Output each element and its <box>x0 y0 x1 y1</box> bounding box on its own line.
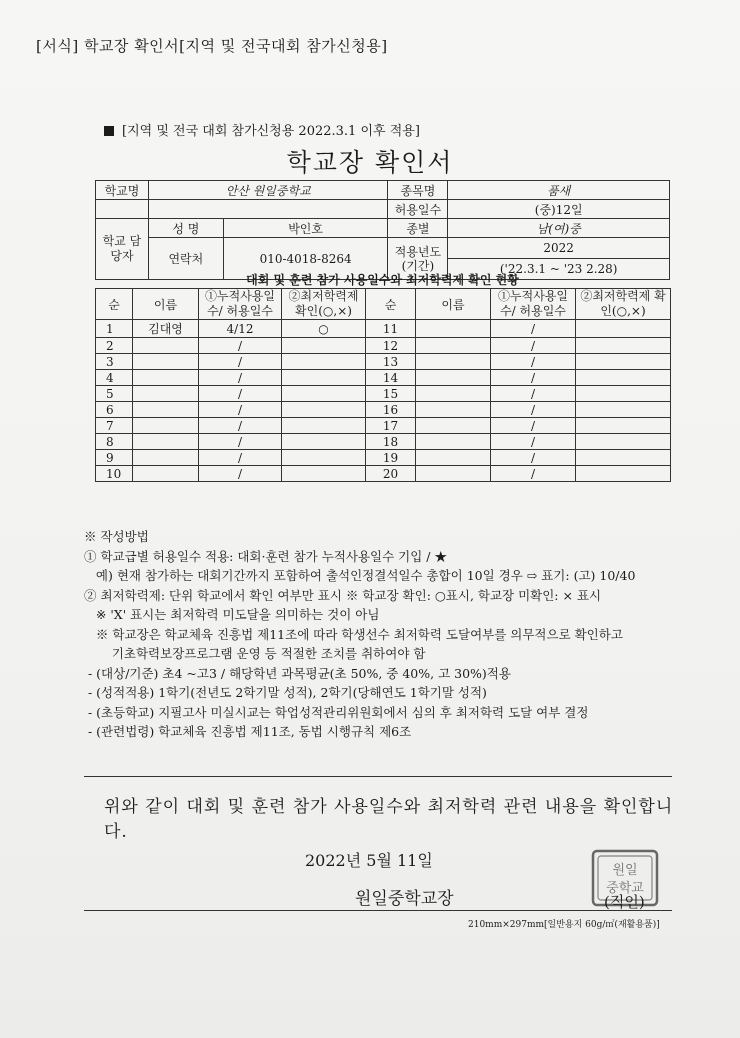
school-label: 학교명 <box>96 181 149 200</box>
cell-name <box>133 402 199 418</box>
section-title: 대회 및 훈련 참가 사용일수와 최저학력제 확인 현황 <box>246 273 519 287</box>
cell-no: 5 <box>96 386 133 402</box>
cell-no: 13 <box>366 354 416 370</box>
instruction-line: - (초등학교) 지필고사 미실시교는 학업성적관리위원회에서 심의 후 최저학력 도달 여부 결정 <box>84 704 589 720</box>
type-value: 남(여)중 <box>448 219 670 238</box>
cell-no: 18 <box>366 434 416 450</box>
writing-instructions <box>84 527 684 742</box>
cell-no: 11 <box>366 320 416 338</box>
cell-check <box>576 418 671 434</box>
cell-check <box>576 354 671 370</box>
cell-no: 8 <box>96 434 133 450</box>
year-label: 적용년도 (기간) <box>388 238 448 280</box>
seal-label: (직인) <box>604 893 645 911</box>
cell-check <box>576 386 671 402</box>
cell-days: / <box>491 354 576 370</box>
name-value: 박인호 <box>223 219 388 238</box>
svg-text:중학교: 중학교 <box>606 881 644 896</box>
svg-text:원일: 원일 <box>612 863 638 878</box>
cell-name <box>133 466 199 482</box>
event-label: 종목명 <box>388 181 448 200</box>
staff-label: 학교 담당자 <box>96 219 149 280</box>
cell-days: / <box>491 338 576 354</box>
cell-no: 4 <box>96 370 133 386</box>
cell-days: / <box>199 466 282 482</box>
cell-days: / <box>491 320 576 338</box>
cell-check <box>282 402 366 418</box>
cell-name <box>133 434 199 450</box>
cell-no: 6 <box>96 402 133 418</box>
cell-no: 14 <box>366 370 416 386</box>
cell-check <box>282 370 366 386</box>
form-label: [서식] 학교장 확인서[지역 및 전국대회 참가신청용] <box>36 37 388 55</box>
instruction-line: ※ 학교장은 학교체육 진흥법 제11조에 따라 학생선수 최저학력 도달여부를 의무적으로 확인하고 <box>84 626 623 642</box>
cell-no: 16 <box>366 402 416 418</box>
header-no-right: 순 <box>366 289 416 320</box>
issue-date: 2022년 5월 11일 <box>305 851 433 870</box>
grid-row <box>96 466 671 482</box>
cell-no: 1 <box>96 320 133 338</box>
cell-name <box>133 386 199 402</box>
header-name-right: 이름 <box>416 289 491 320</box>
instruction-line: ※ 'X' 표시는 최저학력 미도달을 의미하는 것이 아님 <box>84 607 380 622</box>
document-title: 학교장 확인서 <box>286 148 454 177</box>
cell-name <box>416 434 491 450</box>
confirmation-grid <box>95 288 671 482</box>
confirmation-statement: 위와 같이 대회 및 훈련 참가 사용일수와 최저학력 관련 내용을 확인합니다. <box>104 797 674 842</box>
instruction-line: - (관련법령) 학교체육 진흥법 제11조, 동법 시행규칙 제6조 <box>84 724 412 739</box>
cell-check <box>576 450 671 466</box>
period-value: ('22.3.1 ~ '23 2.28) <box>448 259 670 280</box>
cell-no: 17 <box>366 418 416 434</box>
cell-days: / <box>199 338 282 354</box>
cell-days: / <box>199 434 282 450</box>
cell-days: / <box>491 402 576 418</box>
cell-name <box>416 450 491 466</box>
cell-days: / <box>491 434 576 450</box>
cell-name <box>133 450 199 466</box>
cell-name: 김대영 <box>133 320 199 338</box>
cell-days: / <box>199 418 282 434</box>
cell-name <box>133 418 199 434</box>
instruction-line: - (성적적용) 1학기(전년도 2학기말 성적), 2학기(당해연도 1학기말 성적) <box>84 685 487 700</box>
grid-row <box>96 320 671 338</box>
cell-name <box>416 466 491 482</box>
cell-days: / <box>199 402 282 418</box>
header-days-right: ①누적사용일수/ 허용일수 <box>491 289 576 320</box>
cell-name <box>133 338 199 354</box>
cell-check <box>282 386 366 402</box>
cell-check <box>282 338 366 354</box>
header-name-left: 이름 <box>133 289 199 320</box>
instruction-line: 예) 현재 참가하는 대회기간까지 포함하여 출석인정결석일수 총합이 10일 경우 ⇨ 표기: (고) 10/40 <box>84 568 636 583</box>
header-check-left: ②최저학력제 확인(○,×) <box>282 289 366 320</box>
school-value: 안산 원일중학교 <box>148 181 388 200</box>
instruction-line: ※ 작성방법 <box>84 529 149 544</box>
cell-check <box>576 338 671 354</box>
apply-note-text: [지역 및 전국 대회 참가신청용 2022.3.1 이후 적용] <box>122 124 420 139</box>
header-check-right: ②최저학력제 확인(○,×) <box>576 289 671 320</box>
cell-name <box>416 386 491 402</box>
cell-days: / <box>491 370 576 386</box>
paper-spec: 210mm×297mm[일반용지 60g/㎡(재활용품)] <box>468 920 660 930</box>
cell-check <box>282 354 366 370</box>
cell-days: / <box>491 386 576 402</box>
cell-no: 15 <box>366 386 416 402</box>
cell-check <box>576 434 671 450</box>
cell-days: / <box>491 418 576 434</box>
cell-check <box>282 450 366 466</box>
instruction-line: ① 학교급별 허용일수 적용: 대회·훈련 참가 누적사용일수 기입 / ★ <box>84 548 447 564</box>
cell-name <box>416 338 491 354</box>
contact-value: 010-4018-8264 <box>223 238 388 280</box>
square-bullet-icon <box>104 126 114 136</box>
cell-days: / <box>199 354 282 370</box>
cell-days: / <box>199 450 282 466</box>
grid-row <box>96 370 671 386</box>
cell-name <box>416 320 491 338</box>
cell-check <box>282 466 366 482</box>
cell-check <box>576 466 671 482</box>
cell-days: / <box>199 386 282 402</box>
divider-top <box>84 776 672 777</box>
instruction-line: 기초학력보장프로그램 운영 등 적절한 조치를 취하여야 함 <box>84 646 426 661</box>
cell-no: 3 <box>96 354 133 370</box>
cell-name <box>133 370 199 386</box>
cell-no: 2 <box>96 338 133 354</box>
cell-no: 7 <box>96 418 133 434</box>
principal-name: 원일중학교장 <box>355 889 454 909</box>
grid-row <box>96 338 671 354</box>
contact-label: 연락처 <box>148 238 223 280</box>
cell-no: 20 <box>366 466 416 482</box>
cell-days: / <box>491 450 576 466</box>
grid-row <box>96 418 671 434</box>
grid-row <box>96 434 671 450</box>
cell-name <box>416 354 491 370</box>
divider-bottom <box>84 910 672 911</box>
year-value: 2022 <box>448 238 670 259</box>
instruction-line: - (대상/기준) 초4 ~고3 / 해당학년 과목평균(초 50%, 중 40%, 고 30%)적용 <box>84 665 511 681</box>
apply-note <box>104 120 420 139</box>
grid-row <box>96 386 671 402</box>
cell-no: 9 <box>96 450 133 466</box>
cell-days: / <box>491 466 576 482</box>
cell-check <box>576 320 671 338</box>
cell-name <box>133 354 199 370</box>
cell-no: 19 <box>366 450 416 466</box>
cell-no: 10 <box>96 466 133 482</box>
cell-days: 4/12 <box>199 320 282 338</box>
allowed-days-label: 허용일수 <box>388 200 448 219</box>
header-no-left: 순 <box>96 289 133 320</box>
cell-check <box>282 434 366 450</box>
grid-row <box>96 354 671 370</box>
grid-row <box>96 402 671 418</box>
cell-no: 12 <box>366 338 416 354</box>
header-days-left: ①누적사용일수/ 허용일수 <box>199 289 282 320</box>
grid-row <box>96 450 671 466</box>
grid-body <box>96 320 671 482</box>
type-label: 종별 <box>388 219 448 238</box>
info-table <box>95 180 670 280</box>
cell-name <box>416 370 491 386</box>
cell-name <box>416 418 491 434</box>
cell-days: / <box>199 370 282 386</box>
name-label: 성 명 <box>148 219 223 238</box>
cell-check <box>282 418 366 434</box>
cell-check: ○ <box>282 320 366 338</box>
instruction-line: ② 최저학력제: 단위 학교에서 확인 여부만 표시 ※ 학교장 확인: ○표시, 학교장 미확인: × 표시 <box>84 587 602 603</box>
allowed-days-value: (중)12일 <box>448 200 670 219</box>
cell-check <box>576 402 671 418</box>
event-value: 품새 <box>448 181 670 200</box>
cell-name <box>416 402 491 418</box>
cell-check <box>576 370 671 386</box>
